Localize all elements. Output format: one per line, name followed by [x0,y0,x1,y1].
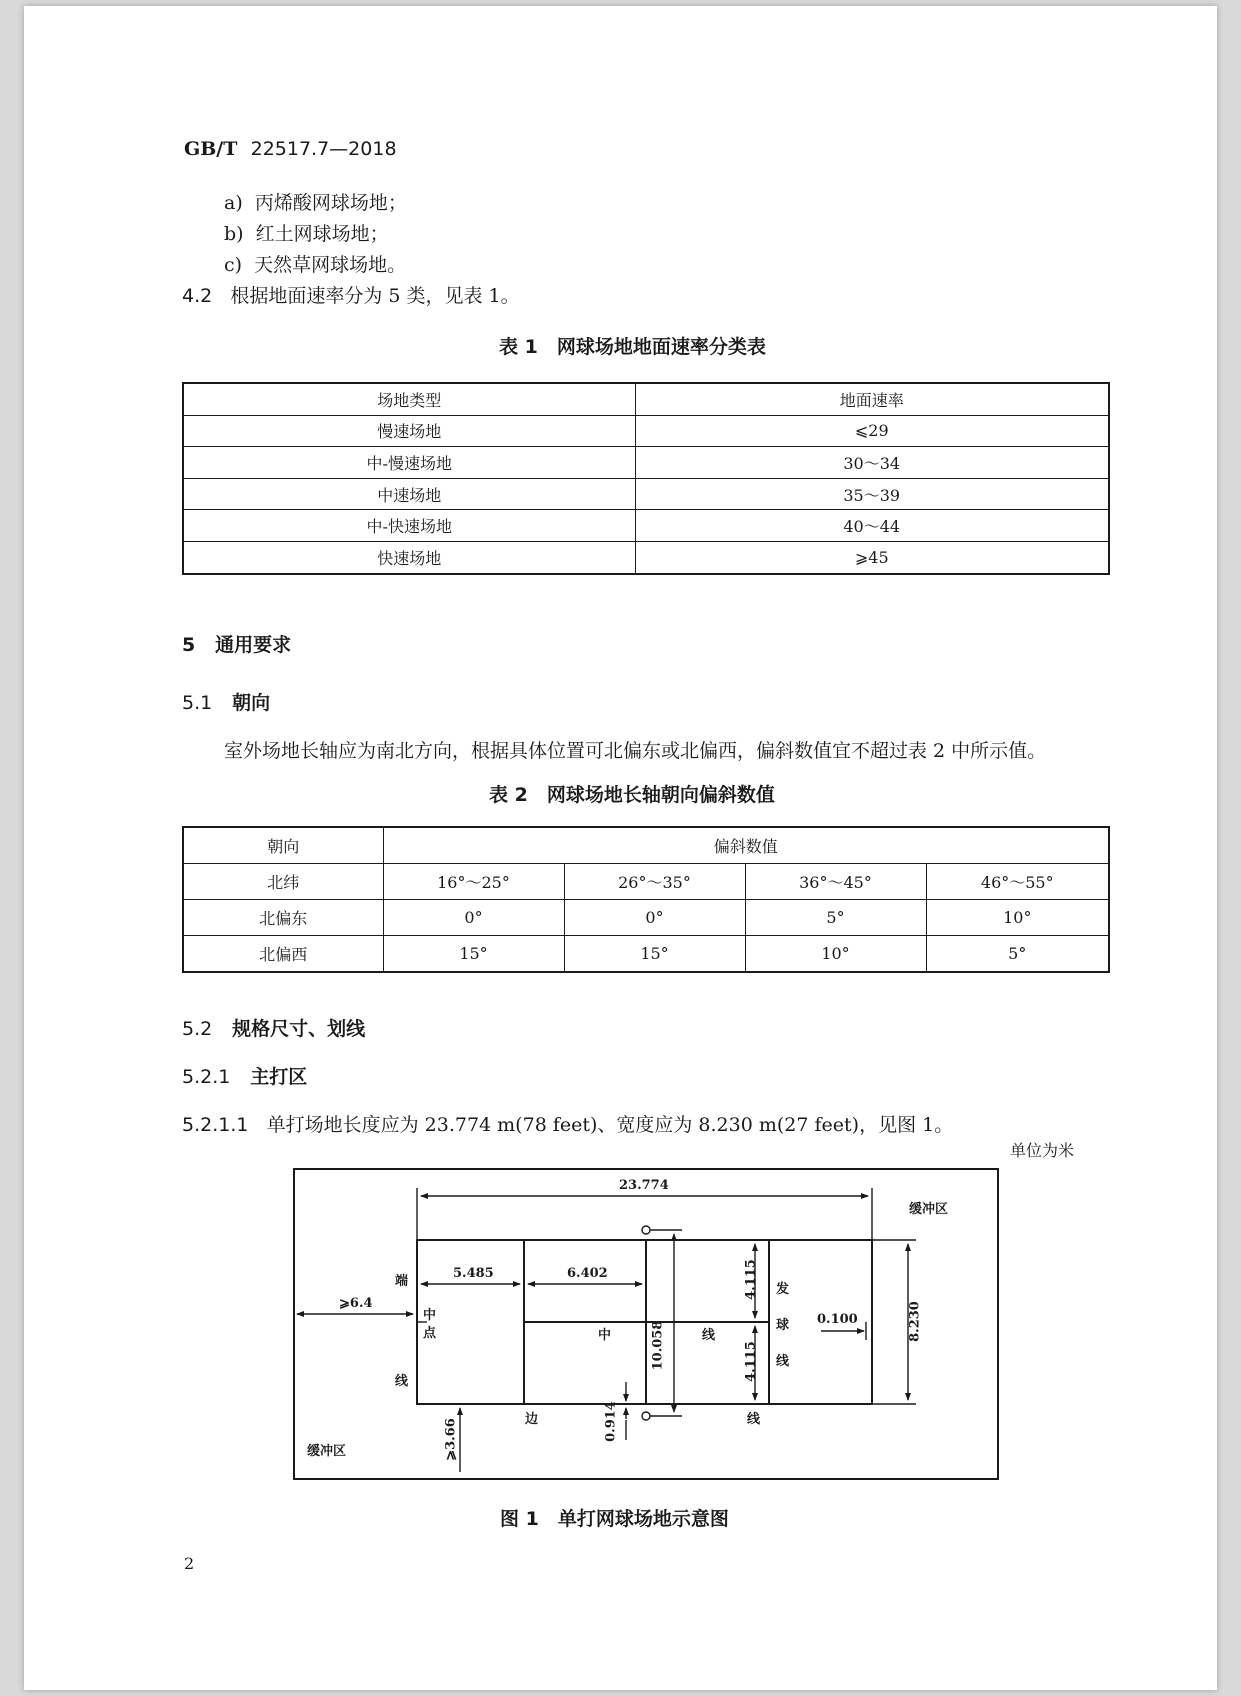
service-line-label-2: 球 [776,1318,790,1333]
center-mark-label-1: 中 [423,1308,437,1323]
side-line-label-1: 边 [525,1412,539,1427]
table-row: 中-快速场地 40～44 [183,510,1109,542]
table-header-row [183,383,1109,415]
section-5-1-heading: 5.1 朝向 [182,692,271,714]
clause-5-2-1-1: 5.2.1.1 单打场地长度应为 23.774 m(78 feet)、宽度应为 8.230 m(27 feet)，见图 1。 [182,1114,954,1136]
center-line-label-1: 中 [598,1328,612,1343]
court-drawing [295,1170,997,1478]
section-5-heading: 5 通用要求 [182,634,292,656]
table-row: 中-慢速场地 30～34 [183,447,1109,479]
dim-0100-label: 0.100 [817,1312,858,1327]
table1-caption: 表 1 网球场地地面速率分类表 [499,336,766,358]
dim-4115-top-label: 4.115 [743,1259,759,1300]
figure-1-court-diagram [293,1168,999,1480]
dim-6402-label: 6.402 [567,1266,608,1281]
center-mark-label-2: 点 [423,1326,437,1341]
buffer-zone-top-label: 缓冲区 [909,1202,949,1217]
dim-length-label: 23.774 [619,1178,669,1193]
document-page [24,6,1217,1690]
orientation-deviation-table [182,826,1110,973]
standard-number: 22517.7—2018 [250,138,397,160]
dim-0914-label: 0.914 [603,1401,619,1442]
dim-10058-label: 10.058 [650,1320,666,1371]
table2-caption: 表 2 网球场地长轴朝向偏斜数值 [489,784,775,806]
table-header-row [183,827,1109,864]
dim-4115-bottom-label: 4.115 [743,1341,759,1382]
section-5-2-1-heading: 5.2.1 主打区 [182,1066,308,1088]
dim-8230-label: 8.230 [907,1301,923,1342]
dim-6-4-label: ⩾6.4 [339,1296,373,1311]
table-header: 场地类型 [183,383,635,415]
dim-3-66-label: ⩾3.66 [443,1418,459,1461]
service-line-label-3: 线 [776,1354,790,1369]
center-line-label-2: 线 [702,1328,716,1343]
table-header: 偏斜数值 [383,827,1109,864]
table-row: 北偏东 0° 0° 5° 10° [183,900,1109,936]
buffer-zone-bottom-label: 缓冲区 [307,1444,347,1459]
table-row: 慢速场地 ⩽29 [183,415,1109,447]
end-line-label-2: 线 [395,1374,409,1389]
clause-4-2: 4.2 根据地面速率分为 5 类，见表 1。 [182,285,520,307]
figure1-caption: 图 1 单打网球场地示意图 [500,1508,729,1530]
standard-header [184,138,397,160]
table-row: 中速场地 35～39 [183,478,1109,510]
end-line-label-1: 端 [395,1274,409,1289]
paragraph-5-1: 室外场地长轴应为南北方向，根据具体位置可北偏东或北偏西，偏斜数值宜不超过表 2 中所示值。 [224,740,1047,762]
list-item: b) 红土网球场地； [224,223,389,245]
page-number: 2 [184,1554,195,1573]
list-item: c) 天然草网球场地。 [224,254,407,276]
table-header: 地面速率 [635,383,1109,415]
table-row: 北纬 16°～25° 26°～35° 36°～45° 46°～55° [183,864,1109,900]
side-line-label-2: 线 [747,1412,761,1427]
service-line-label-1: 发 [776,1282,790,1297]
section-5-2-heading: 5.2 规格尺寸、划线 [182,1018,366,1040]
table-row: 快速场地 ⩾45 [183,541,1109,573]
speed-classification-table [182,382,1110,575]
unit-note: 单位为米 [1010,1141,1075,1160]
table-row: 北偏西 15° 15° 10° 5° [183,936,1109,973]
standard-prefix: GB/T [184,138,238,160]
list-item: a) 丙烯酸网球场地； [224,192,407,214]
table-header: 朝向 [183,827,383,864]
dim-5485-label: 5.485 [453,1266,494,1281]
